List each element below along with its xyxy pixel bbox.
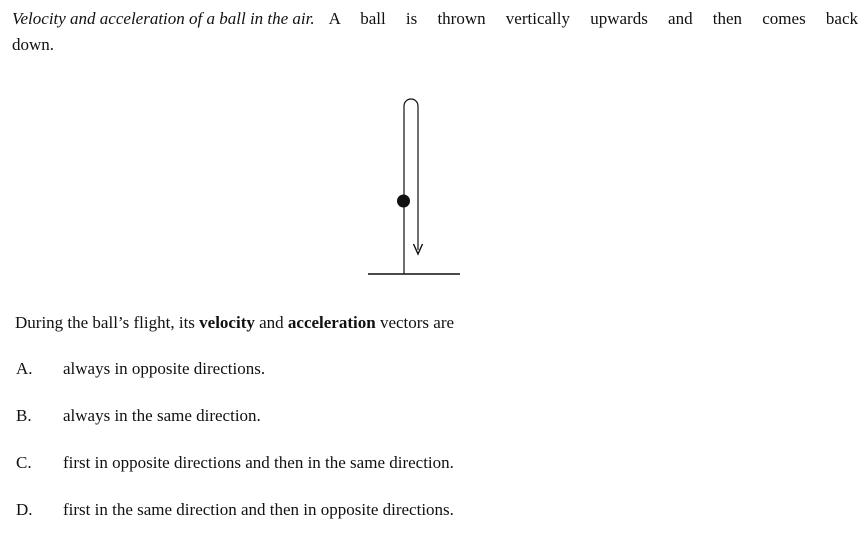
- option-d[interactable]: [16, 498, 454, 522]
- question-acceleration: acceleration: [287, 313, 376, 332]
- intro-line-1: [12, 6, 858, 32]
- question-middle: and: [254, 313, 288, 332]
- question-suffix: vectors are: [375, 313, 455, 332]
- option-b[interactable]: [16, 404, 261, 428]
- option-text: always in opposite directions.: [63, 359, 266, 378]
- option-letter: C.: [16, 453, 32, 472]
- option-letter: A.: [16, 359, 33, 378]
- question-velocity: velocity: [199, 313, 255, 332]
- option-text: always in the same direction.: [63, 406, 261, 425]
- intro-text-line-1: A ball is thrown vertically upwards and then comes back: [328, 9, 858, 28]
- intro-text-line-2: down.: [12, 35, 55, 54]
- ball-trajectory-diagram: [360, 88, 470, 288]
- option-text: first in the same direction and then in opposite directions.: [63, 500, 454, 519]
- problem-intro: [12, 6, 858, 58]
- option-letter: B.: [16, 406, 32, 425]
- trajectory-top-arc: [404, 99, 418, 106]
- option-letter: D.: [16, 500, 33, 519]
- question-stem: [15, 311, 454, 335]
- ball: [397, 195, 410, 208]
- problem-title: Velocity and acceleration of a ball in the air.: [12, 9, 315, 28]
- option-a[interactable]: [16, 357, 265, 381]
- ball-trajectory-svg: [360, 88, 470, 283]
- option-c[interactable]: [16, 451, 454, 475]
- option-text: first in opposite directions and then in the same direction.: [63, 453, 454, 472]
- question-prefix: During the ball’s flight, its: [15, 313, 200, 332]
